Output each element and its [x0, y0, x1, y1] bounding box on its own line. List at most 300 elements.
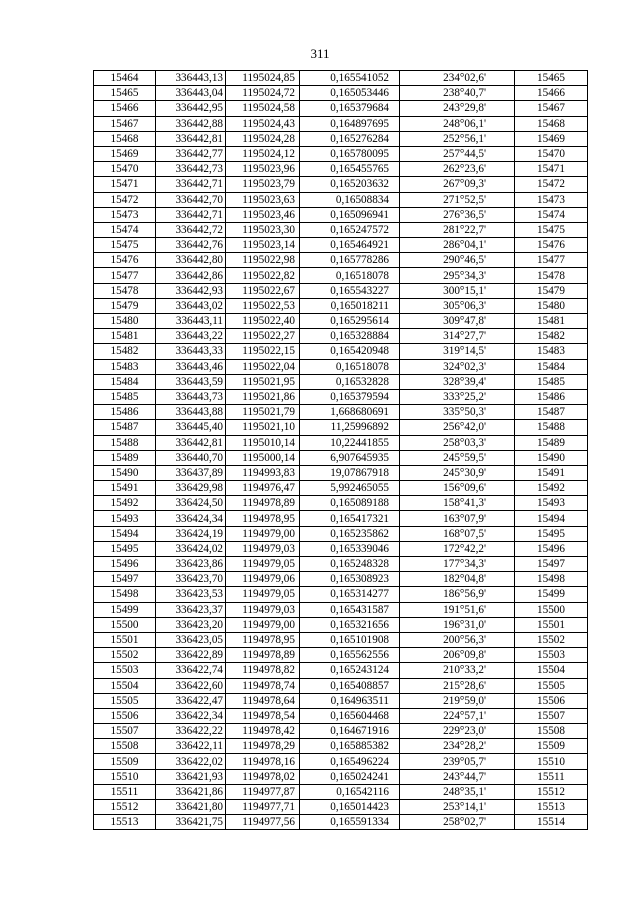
- distance-cell: 1,668680691: [300, 405, 400, 420]
- table-row: [94, 541, 588, 556]
- bearing-cell: 245°30,9': [400, 465, 515, 480]
- bearing-cell: 182°04,8': [400, 572, 515, 587]
- distance-cell: 11,25996892: [300, 420, 400, 435]
- point-number-cell: 15489: [94, 450, 156, 465]
- bearing-cell: 238°40,7': [400, 86, 515, 101]
- distance-cell: 0,165464921: [300, 238, 400, 253]
- y-coordinate-cell: 1194993,83: [226, 465, 300, 480]
- next-point-cell: 15510: [515, 754, 588, 769]
- point-number-cell: 15475: [94, 238, 156, 253]
- distance-cell: 5,992465055: [300, 481, 400, 496]
- y-coordinate-cell: 1194979,03: [226, 541, 300, 556]
- point-number-cell: 15474: [94, 222, 156, 237]
- bearing-cell: 314°27,7': [400, 329, 515, 344]
- bearing-cell: 196°31,0': [400, 617, 515, 632]
- distance-cell: 0,165321656: [300, 617, 400, 632]
- x-coordinate-cell: 336445,40: [156, 420, 226, 435]
- distance-cell: 0,164897695: [300, 116, 400, 131]
- table-row: [94, 389, 588, 404]
- table-row: [94, 314, 588, 329]
- bearing-cell: 243°29,8': [400, 101, 515, 116]
- x-coordinate-cell: 336422,60: [156, 678, 226, 693]
- x-coordinate-cell: 336443,59: [156, 374, 226, 389]
- point-number-cell: 15497: [94, 572, 156, 587]
- table-row: [94, 663, 588, 678]
- bearing-cell: 206°09,8': [400, 648, 515, 663]
- next-point-cell: 15513: [515, 800, 588, 815]
- y-coordinate-cell: 1195022,82: [226, 268, 300, 283]
- table-row: [94, 71, 588, 86]
- distance-cell: 0,165431587: [300, 602, 400, 617]
- point-number-cell: 15491: [94, 481, 156, 496]
- point-number-cell: 15476: [94, 253, 156, 268]
- table-body: [94, 71, 588, 830]
- distance-cell: 0,165235862: [300, 526, 400, 541]
- x-coordinate-cell: 336422,22: [156, 724, 226, 739]
- table-row: [94, 253, 588, 268]
- point-number-cell: 15473: [94, 207, 156, 222]
- next-point-cell: 15471: [515, 162, 588, 177]
- distance-cell: 0,165379594: [300, 389, 400, 404]
- next-point-cell: 15489: [515, 435, 588, 450]
- next-point-cell: 15509: [515, 739, 588, 754]
- bearing-cell: 305°06,3': [400, 298, 515, 313]
- bearing-cell: 163°07,9': [400, 511, 515, 526]
- distance-cell: 0,165018211: [300, 298, 400, 313]
- point-number-cell: 15481: [94, 329, 156, 344]
- y-coordinate-cell: 1194979,00: [226, 526, 300, 541]
- y-coordinate-cell: 1194978,54: [226, 708, 300, 723]
- point-number-cell: 15478: [94, 283, 156, 298]
- table-row: [94, 465, 588, 480]
- distance-cell: 0,165053446: [300, 86, 400, 101]
- next-point-cell: 15480: [515, 298, 588, 313]
- next-point-cell: 15469: [515, 131, 588, 146]
- x-coordinate-cell: 336443,22: [156, 329, 226, 344]
- point-number-cell: 15508: [94, 739, 156, 754]
- table-row: [94, 739, 588, 754]
- distance-cell: 0,165089188: [300, 496, 400, 511]
- next-point-cell: 15475: [515, 222, 588, 237]
- next-point-cell: 15483: [515, 344, 588, 359]
- next-point-cell: 15514: [515, 815, 588, 830]
- distance-cell: 0,16518078: [300, 268, 400, 283]
- y-coordinate-cell: 1195021,79: [226, 405, 300, 420]
- x-coordinate-cell: 336423,86: [156, 557, 226, 572]
- y-coordinate-cell: 1194976,47: [226, 481, 300, 496]
- next-point-cell: 15499: [515, 587, 588, 602]
- distance-cell: 19,07867918: [300, 465, 400, 480]
- point-number-cell: 15488: [94, 435, 156, 450]
- table-row: [94, 86, 588, 101]
- next-point-cell: 15494: [515, 511, 588, 526]
- distance-cell: 0,16508834: [300, 192, 400, 207]
- table-row: [94, 298, 588, 313]
- y-coordinate-cell: 1195024,72: [226, 86, 300, 101]
- next-point-cell: 15490: [515, 450, 588, 465]
- bearing-cell: 200°56,3': [400, 632, 515, 647]
- bearing-cell: 258°03,3': [400, 435, 515, 450]
- x-coordinate-cell: 336424,34: [156, 511, 226, 526]
- point-number-cell: 15502: [94, 648, 156, 663]
- x-coordinate-cell: 336442,73: [156, 162, 226, 177]
- bearing-cell: 319°14,5': [400, 344, 515, 359]
- x-coordinate-cell: 336442,72: [156, 222, 226, 237]
- distance-cell: 0,165408857: [300, 678, 400, 693]
- table-row: [94, 784, 588, 799]
- next-point-cell: 15482: [515, 329, 588, 344]
- x-coordinate-cell: 336442,93: [156, 283, 226, 298]
- x-coordinate-cell: 336422,02: [156, 754, 226, 769]
- y-coordinate-cell: 1195023,79: [226, 177, 300, 192]
- point-number-cell: 15477: [94, 268, 156, 283]
- table-row: [94, 693, 588, 708]
- next-point-cell: 15487: [515, 405, 588, 420]
- point-number-cell: 15468: [94, 131, 156, 146]
- distance-cell: 0,165096941: [300, 207, 400, 222]
- point-number-cell: 15510: [94, 769, 156, 784]
- distance-cell: 0,165778286: [300, 253, 400, 268]
- x-coordinate-cell: 336421,93: [156, 769, 226, 784]
- distance-cell: 0,165562556: [300, 648, 400, 663]
- bearing-cell: 267°09,3': [400, 177, 515, 192]
- next-point-cell: 15485: [515, 374, 588, 389]
- distance-cell: 0,165276284: [300, 131, 400, 146]
- next-point-cell: 15478: [515, 268, 588, 283]
- x-coordinate-cell: 336443,46: [156, 359, 226, 374]
- bearing-cell: 210°33,2': [400, 663, 515, 678]
- point-number-cell: 15483: [94, 359, 156, 374]
- table-row: [94, 116, 588, 131]
- y-coordinate-cell: 1195022,40: [226, 314, 300, 329]
- y-coordinate-cell: 1194978,64: [226, 693, 300, 708]
- distance-cell: 0,164671916: [300, 724, 400, 739]
- bearing-cell: 219°59,0': [400, 693, 515, 708]
- bearing-cell: 258°02,7': [400, 815, 515, 830]
- distance-cell: 0,165014423: [300, 800, 400, 815]
- point-number-cell: 15485: [94, 389, 156, 404]
- distance-cell: 0,165885382: [300, 739, 400, 754]
- bearing-cell: 328°39,4': [400, 374, 515, 389]
- next-point-cell: 15467: [515, 101, 588, 116]
- table-row: [94, 602, 588, 617]
- point-number-cell: 15471: [94, 177, 156, 192]
- x-coordinate-cell: 336443,13: [156, 71, 226, 86]
- distance-cell: 10,22441855: [300, 435, 400, 450]
- x-coordinate-cell: 336423,53: [156, 587, 226, 602]
- distance-cell: 0,165101908: [300, 632, 400, 647]
- table-row: [94, 815, 588, 830]
- bearing-cell: 172°42,2': [400, 541, 515, 556]
- bearing-cell: 239°05,7': [400, 754, 515, 769]
- bearing-cell: 248°06,1': [400, 116, 515, 131]
- next-point-cell: 15468: [515, 116, 588, 131]
- table-row: [94, 724, 588, 739]
- y-coordinate-cell: 1195023,30: [226, 222, 300, 237]
- distance-cell: 0,165455765: [300, 162, 400, 177]
- next-point-cell: 15493: [515, 496, 588, 511]
- distance-cell: 0,165295614: [300, 314, 400, 329]
- x-coordinate-cell: 336443,88: [156, 405, 226, 420]
- next-point-cell: 15481: [515, 314, 588, 329]
- x-coordinate-cell: 336442,71: [156, 207, 226, 222]
- x-coordinate-cell: 336437,89: [156, 465, 226, 480]
- next-point-cell: 15511: [515, 769, 588, 784]
- point-number-cell: 15469: [94, 146, 156, 161]
- next-point-cell: 15503: [515, 648, 588, 663]
- table-row: [94, 587, 588, 602]
- table-row: [94, 678, 588, 693]
- point-number-cell: 15480: [94, 314, 156, 329]
- y-coordinate-cell: 1195022,04: [226, 359, 300, 374]
- point-number-cell: 15464: [94, 71, 156, 86]
- point-number-cell: 15504: [94, 678, 156, 693]
- y-coordinate-cell: 1194978,42: [226, 724, 300, 739]
- point-number-cell: 15500: [94, 617, 156, 632]
- x-coordinate-cell: 336421,80: [156, 800, 226, 815]
- point-number-cell: 15465: [94, 86, 156, 101]
- x-coordinate-cell: 336443,73: [156, 389, 226, 404]
- y-coordinate-cell: 1194979,03: [226, 602, 300, 617]
- y-coordinate-cell: 1194978,95: [226, 632, 300, 647]
- bearing-cell: 234°28,2': [400, 739, 515, 754]
- distance-cell: 0,16542116: [300, 784, 400, 799]
- bearing-cell: 300°15,1': [400, 283, 515, 298]
- y-coordinate-cell: 1194978,82: [226, 663, 300, 678]
- distance-cell: 0,165248328: [300, 557, 400, 572]
- table-row: [94, 131, 588, 146]
- x-coordinate-cell: 336423,37: [156, 602, 226, 617]
- point-number-cell: 15487: [94, 420, 156, 435]
- next-point-cell: 15479: [515, 283, 588, 298]
- y-coordinate-cell: 1195010,14: [226, 435, 300, 450]
- y-coordinate-cell: 1195021,10: [226, 420, 300, 435]
- coordinates-table: [93, 70, 588, 830]
- table-row: [94, 222, 588, 237]
- next-point-cell: 15488: [515, 420, 588, 435]
- distance-cell: 0,165604468: [300, 708, 400, 723]
- point-number-cell: 15507: [94, 724, 156, 739]
- x-coordinate-cell: 336442,76: [156, 238, 226, 253]
- table-row: [94, 450, 588, 465]
- bearing-cell: 243°44,7': [400, 769, 515, 784]
- table-row: [94, 632, 588, 647]
- next-point-cell: 15497: [515, 557, 588, 572]
- x-coordinate-cell: 336422,11: [156, 739, 226, 754]
- table-row: [94, 617, 588, 632]
- bearing-cell: 156°09,6': [400, 481, 515, 496]
- bearing-cell: 158°41,3': [400, 496, 515, 511]
- bearing-cell: 229°23,0': [400, 724, 515, 739]
- x-coordinate-cell: 336422,74: [156, 663, 226, 678]
- y-coordinate-cell: 1194977,87: [226, 784, 300, 799]
- table-row: [94, 374, 588, 389]
- table-row: [94, 283, 588, 298]
- next-point-cell: 15476: [515, 238, 588, 253]
- bearing-cell: 248°35,1': [400, 784, 515, 799]
- y-coordinate-cell: 1195000,14: [226, 450, 300, 465]
- y-coordinate-cell: 1194979,06: [226, 572, 300, 587]
- y-coordinate-cell: 1194978,95: [226, 511, 300, 526]
- point-number-cell: 15493: [94, 511, 156, 526]
- x-coordinate-cell: 336424,02: [156, 541, 226, 556]
- y-coordinate-cell: 1194978,89: [226, 496, 300, 511]
- y-coordinate-cell: 1195022,15: [226, 344, 300, 359]
- point-number-cell: 15499: [94, 602, 156, 617]
- next-point-cell: 15486: [515, 389, 588, 404]
- y-coordinate-cell: 1194979,00: [226, 617, 300, 632]
- point-number-cell: 15484: [94, 374, 156, 389]
- distance-cell: 0,165417321: [300, 511, 400, 526]
- bearing-cell: 257°44,5': [400, 146, 515, 161]
- table-row: [94, 359, 588, 374]
- y-coordinate-cell: 1194979,05: [226, 557, 300, 572]
- point-number-cell: 15492: [94, 496, 156, 511]
- x-coordinate-cell: 336422,34: [156, 708, 226, 723]
- point-number-cell: 15496: [94, 557, 156, 572]
- point-number-cell: 15501: [94, 632, 156, 647]
- point-number-cell: 15466: [94, 101, 156, 116]
- next-point-cell: 15466: [515, 86, 588, 101]
- bearing-cell: 324°02,3': [400, 359, 515, 374]
- table-row: [94, 207, 588, 222]
- x-coordinate-cell: 336442,86: [156, 268, 226, 283]
- x-coordinate-cell: 336442,77: [156, 146, 226, 161]
- next-point-cell: 15502: [515, 632, 588, 647]
- distance-cell: 0,165247572: [300, 222, 400, 237]
- bearing-cell: 333°25,2': [400, 389, 515, 404]
- x-coordinate-cell: 336443,02: [156, 298, 226, 313]
- point-number-cell: 15472: [94, 192, 156, 207]
- y-coordinate-cell: 1195023,96: [226, 162, 300, 177]
- table-row: [94, 557, 588, 572]
- point-number-cell: 15511: [94, 784, 156, 799]
- point-number-cell: 15503: [94, 663, 156, 678]
- table-row: [94, 146, 588, 161]
- x-coordinate-cell: 336422,47: [156, 693, 226, 708]
- table-row: [94, 481, 588, 496]
- next-point-cell: 15472: [515, 177, 588, 192]
- x-coordinate-cell: 336423,05: [156, 632, 226, 647]
- distance-cell: 0,165591334: [300, 815, 400, 830]
- bearing-cell: 245°59,5': [400, 450, 515, 465]
- x-coordinate-cell: 336442,71: [156, 177, 226, 192]
- point-number-cell: 15513: [94, 815, 156, 830]
- point-number-cell: 15490: [94, 465, 156, 480]
- y-coordinate-cell: 1195022,98: [226, 253, 300, 268]
- next-point-cell: 15500: [515, 602, 588, 617]
- point-number-cell: 15509: [94, 754, 156, 769]
- y-coordinate-cell: 1195023,63: [226, 192, 300, 207]
- x-coordinate-cell: 336424,19: [156, 526, 226, 541]
- table-row: [94, 754, 588, 769]
- point-number-cell: 15495: [94, 541, 156, 556]
- bearing-cell: 309°47,8': [400, 314, 515, 329]
- distance-cell: 0,16518078: [300, 359, 400, 374]
- table-row: [94, 572, 588, 587]
- next-point-cell: 15505: [515, 678, 588, 693]
- next-point-cell: 15491: [515, 465, 588, 480]
- bearing-cell: 271°52,5': [400, 192, 515, 207]
- distance-cell: 0,165420948: [300, 344, 400, 359]
- table-row: [94, 648, 588, 663]
- table-row: [94, 511, 588, 526]
- x-coordinate-cell: 336422,89: [156, 648, 226, 663]
- bearing-cell: 253°14,1': [400, 800, 515, 815]
- distance-cell: 0,16532828: [300, 374, 400, 389]
- table-row: [94, 800, 588, 815]
- point-number-cell: 15467: [94, 116, 156, 131]
- next-point-cell: 15495: [515, 526, 588, 541]
- y-coordinate-cell: 1195022,67: [226, 283, 300, 298]
- y-coordinate-cell: 1194978,89: [226, 648, 300, 663]
- distance-cell: 0,165308923: [300, 572, 400, 587]
- x-coordinate-cell: 336443,33: [156, 344, 226, 359]
- x-coordinate-cell: 336442,81: [156, 435, 226, 450]
- bearing-cell: 295°34,3': [400, 268, 515, 283]
- y-coordinate-cell: 1195024,12: [226, 146, 300, 161]
- table-row: [94, 344, 588, 359]
- x-coordinate-cell: 336440,70: [156, 450, 226, 465]
- point-number-cell: 15498: [94, 587, 156, 602]
- table-row: [94, 435, 588, 450]
- table-row: [94, 329, 588, 344]
- y-coordinate-cell: 1195022,27: [226, 329, 300, 344]
- distance-cell: 0,164963511: [300, 693, 400, 708]
- y-coordinate-cell: 1195023,46: [226, 207, 300, 222]
- y-coordinate-cell: 1195022,53: [226, 298, 300, 313]
- bearing-cell: 191°51,6': [400, 602, 515, 617]
- x-coordinate-cell: 336423,70: [156, 572, 226, 587]
- next-point-cell: 15484: [515, 359, 588, 374]
- x-coordinate-cell: 336423,20: [156, 617, 226, 632]
- distance-cell: 6,907645935: [300, 450, 400, 465]
- bearing-cell: 335°50,3': [400, 405, 515, 420]
- next-point-cell: 15501: [515, 617, 588, 632]
- bearing-cell: 234°02,6': [400, 71, 515, 86]
- next-point-cell: 15498: [515, 572, 588, 587]
- y-coordinate-cell: 1194977,71: [226, 800, 300, 815]
- distance-cell: 0,165243124: [300, 663, 400, 678]
- table-row: [94, 708, 588, 723]
- table-row: [94, 526, 588, 541]
- x-coordinate-cell: 336429,98: [156, 481, 226, 496]
- point-number-cell: 15486: [94, 405, 156, 420]
- point-number-cell: 15482: [94, 344, 156, 359]
- y-coordinate-cell: 1195024,28: [226, 131, 300, 146]
- x-coordinate-cell: 336442,81: [156, 131, 226, 146]
- y-coordinate-cell: 1195021,86: [226, 389, 300, 404]
- y-coordinate-cell: 1195024,58: [226, 101, 300, 116]
- distance-cell: 0,165339046: [300, 541, 400, 556]
- next-point-cell: 15512: [515, 784, 588, 799]
- distance-cell: 0,165203632: [300, 177, 400, 192]
- y-coordinate-cell: 1195021,95: [226, 374, 300, 389]
- table-row: [94, 496, 588, 511]
- next-point-cell: 15504: [515, 663, 588, 678]
- y-coordinate-cell: 1194978,74: [226, 678, 300, 693]
- y-coordinate-cell: 1194978,29: [226, 739, 300, 754]
- distance-cell: 0,165024241: [300, 769, 400, 784]
- y-coordinate-cell: 1195023,14: [226, 238, 300, 253]
- next-point-cell: 15474: [515, 207, 588, 222]
- point-number-cell: 15512: [94, 800, 156, 815]
- distance-cell: 0,165379684: [300, 101, 400, 116]
- bearing-cell: 252°56,1': [400, 131, 515, 146]
- x-coordinate-cell: 336424,50: [156, 496, 226, 511]
- bearing-cell: 286°04,1': [400, 238, 515, 253]
- bearing-cell: 186°56,9': [400, 587, 515, 602]
